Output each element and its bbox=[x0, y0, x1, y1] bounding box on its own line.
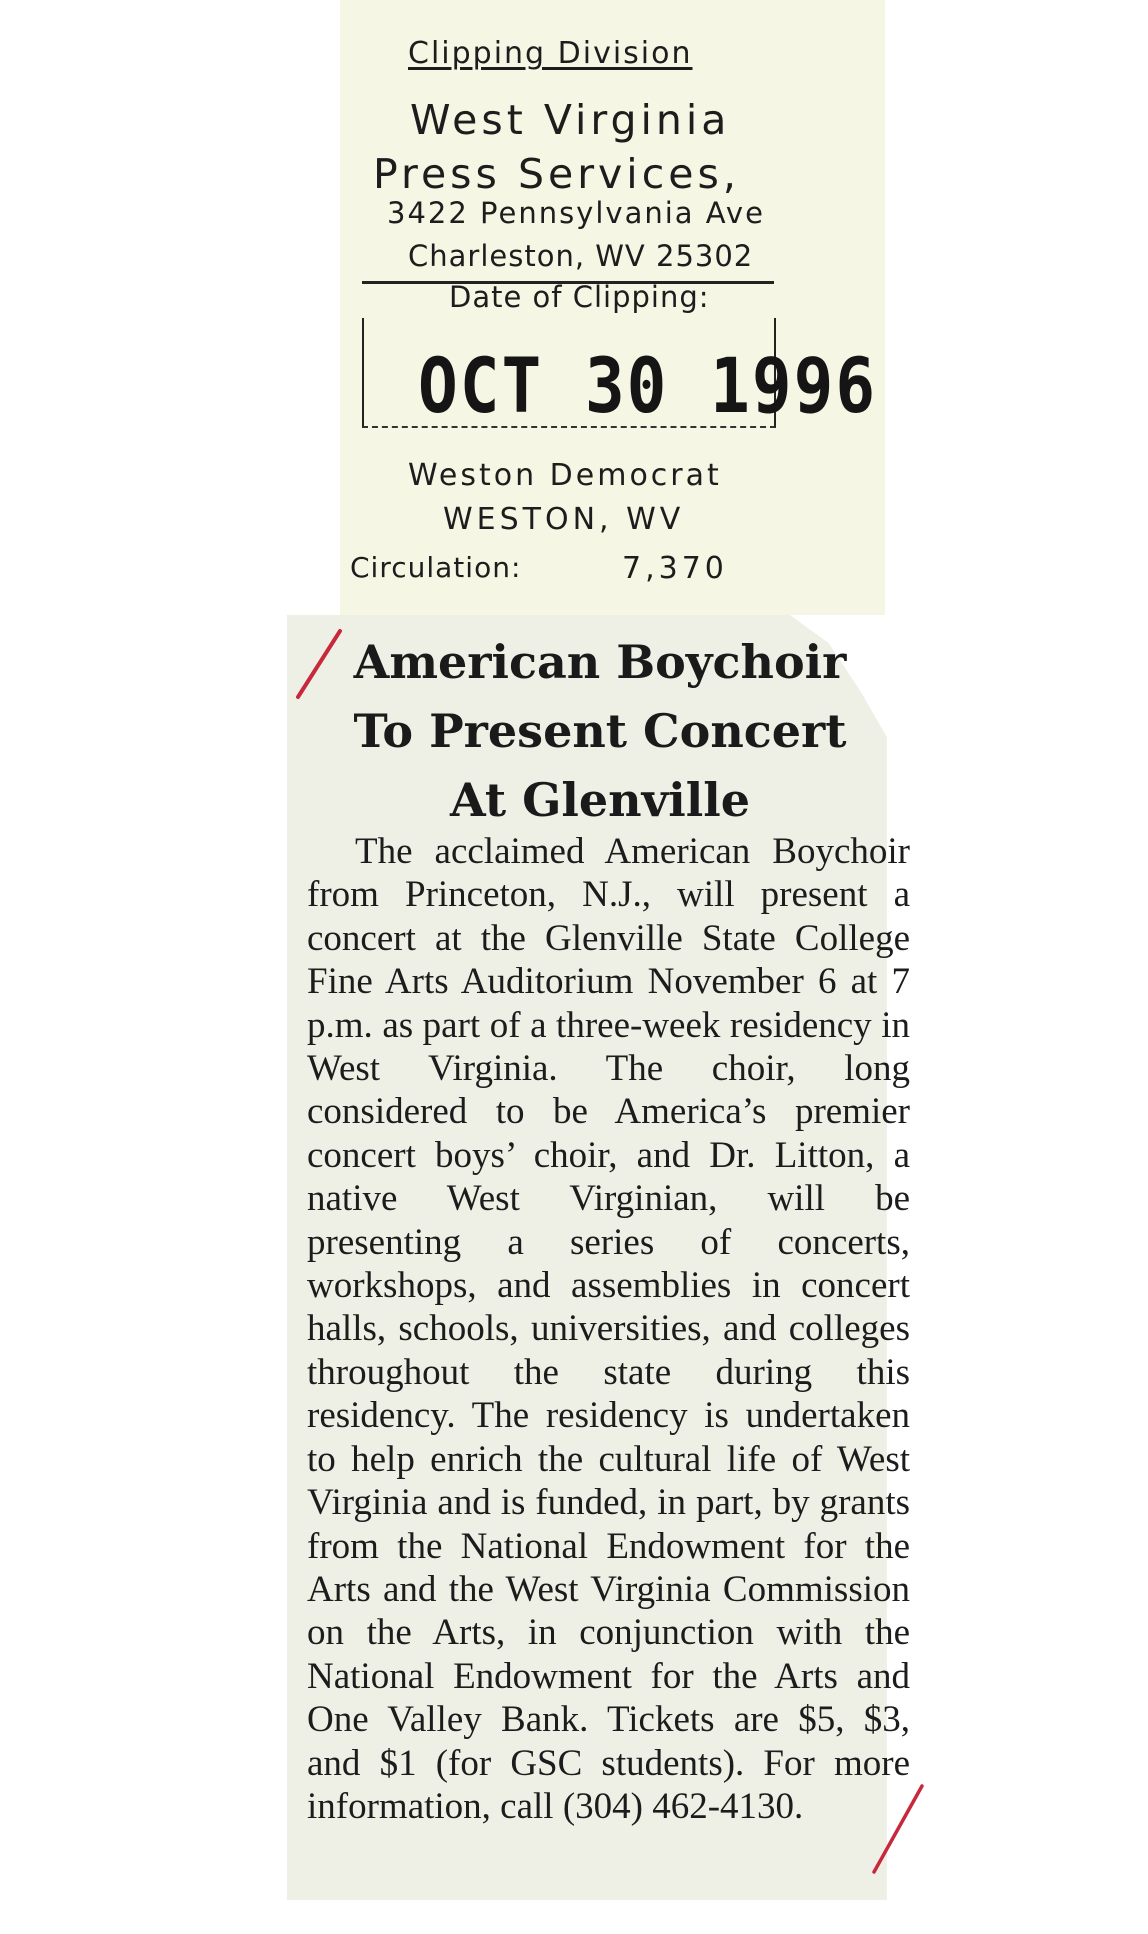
org-name-line2: Press Services, bbox=[373, 150, 740, 198]
article-headline bbox=[330, 628, 870, 835]
clipping-division-label: Clipping Division bbox=[408, 36, 693, 71]
address-line2: Charleston, WV 25302 bbox=[408, 239, 754, 273]
headline-line3: At Glenville bbox=[449, 773, 751, 827]
newspaper-name: Weston Democrat bbox=[408, 458, 722, 493]
red-check-mark-bottom-icon bbox=[860, 1780, 930, 1880]
date-of-clipping-label: Date of Clipping: bbox=[449, 280, 710, 314]
article-body: The acclaimed American Boychoir from Princeton, N.J., will present a concert at the Glenville State College Fine Arts Auditorium November 6 at 7 p.m. as part of a three-week residency in West Virginia. The choir, long considered to be America’s premier concert boys’ choir, and Dr. Litton, a native West Virginian, will be presenting a series of concerts, workshops, and assemblies in concert halls, schools, universities, and colleges throughout the state during this residency. The residency is undertaken to help enrich the cultural life of West Virginia and is funded, in part, by grants from the National Endowment for the Arts and the West Virginia Commission on the Arts, in conjunction with the National Endowment for the Arts and One Valley Bank. Tickets are $5, $3, and $1 (for GSC students). For more information, call (304) 462-4130. bbox=[307, 831, 910, 1827]
circulation-label: Circulation: bbox=[350, 551, 522, 584]
red-check-mark-top-icon bbox=[290, 625, 350, 705]
circulation-value: 7,370 bbox=[622, 551, 728, 586]
headline-line2: To Present Concert bbox=[353, 704, 847, 758]
address-line1: 3422 Pennsylvania Ave bbox=[387, 196, 765, 230]
org-name-line1: West Virginia bbox=[410, 96, 731, 144]
headline-line1: American Boychoir bbox=[353, 635, 847, 689]
date-stamp: OCT 30 1996 bbox=[418, 342, 878, 431]
newspaper-city: WESTON, WV bbox=[443, 502, 685, 537]
